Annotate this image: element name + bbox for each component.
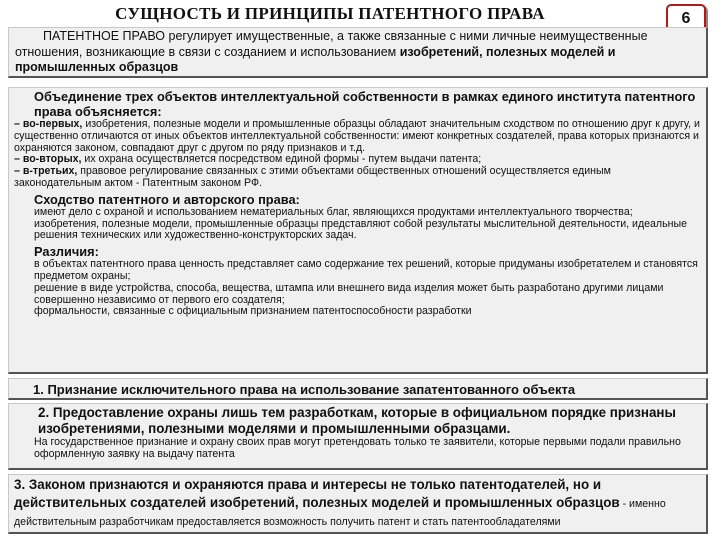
intro-emphasis: изобретений, полезных моделей и промышленных образцов bbox=[15, 44, 616, 74]
slide-number-badge: 6 bbox=[666, 4, 706, 34]
principle-3-note: - именно действительным разработчикам предоставляется возможность получить патент и стать патентообладателями bbox=[14, 498, 666, 528]
differences-item-1: в объектах патентного права ценность представляет само содержание тех решений, которые придуманы изобретателем и становятся предметом охраны; bbox=[34, 258, 698, 282]
differences-item-2: решение в виде устройства, способа, вещества, штампа или внешнего вида изделия может быть разработано другими лицами совершенно независимо от первого его создателя; bbox=[34, 281, 664, 306]
principle-2-title: 2. Предоставление охраны лишь тем разработкам, которые в официальном порядке признаны изобретениями, полезными моделями и промышленными образцами. bbox=[38, 405, 676, 436]
page-title: СУЩНОСТЬ И ПРИНЦИПЫ ПАТЕНТНОГО ПРАВА bbox=[115, 4, 545, 23]
intro-text: регулирует имущественные, а также связанные с ними личные неимущественные отношения, возникающие в связи с созданием и использованием bbox=[15, 29, 648, 59]
principle-2-note: На государственное признание и охрану своих прав могут претендовать только те заявители, которые первыми подали правильно оформленную заявку на выдачу патента bbox=[34, 436, 681, 460]
similarity-heading: Сходство патентного и авторского права: bbox=[34, 191, 300, 207]
unification-item-1: – во-первых, изобретения, полезные модели и промышленные образцы обладают значительным сходством по отношению друг к другу, и существенно отличаются от иных объектов интеллектуальной собственности: имеют конкретных создателей, права которых признаются и охраняются законом, совпадают друг с другом по ряду признаков и т.д. bbox=[14, 118, 700, 154]
principle-3-box bbox=[8, 474, 708, 534]
differences-heading: Различия: bbox=[34, 244, 99, 260]
intro-box bbox=[8, 27, 708, 78]
principle-2-box bbox=[8, 403, 708, 470]
principle-3 bbox=[14, 476, 701, 530]
sections-box bbox=[8, 87, 708, 374]
intro-paragraph bbox=[15, 29, 700, 76]
differences-item-3: формальности, связанные с официальным признанием патентоспособности разработки bbox=[34, 305, 472, 318]
principle-3-title: 3. Законом признаются и охраняются права и интересы не только патентодателей, но и действительных создателей изобретений, полезных моделей и промышленных образцов bbox=[14, 477, 620, 510]
intro-term: ПАТЕНТНОЕ ПРАВО bbox=[43, 29, 166, 43]
principle-1-box bbox=[8, 378, 708, 400]
unification-item-2: – во-вторых, их охрана осуществляется посредством единой формы - путем выдачи патента; bbox=[14, 153, 482, 166]
similarity-item-1: имеют дело с охраной и использованием нематериальных благ, являющихся продуктами интеллектуального творчества; bbox=[34, 205, 633, 218]
principle-1: 1. Признание исключительного права на использование запатентованного объекта bbox=[33, 382, 576, 397]
unification-item-3: – в-третьих, правовое регулирование связанных с этими объектами общественных отношений осуществляется единым законодательным актом - Патентным законом РФ. bbox=[14, 165, 611, 189]
unification-heading: Объединение трех объектов интеллектуальной собственности в рамках единого института патентного права объясняется: bbox=[34, 89, 696, 119]
similarity-item-2: изобретения, полезные модели, промышленные образцы представляют собой результаты мыслительной деятельности, идеальные решения технических или художественно-конструкторских задач. bbox=[34, 217, 687, 242]
